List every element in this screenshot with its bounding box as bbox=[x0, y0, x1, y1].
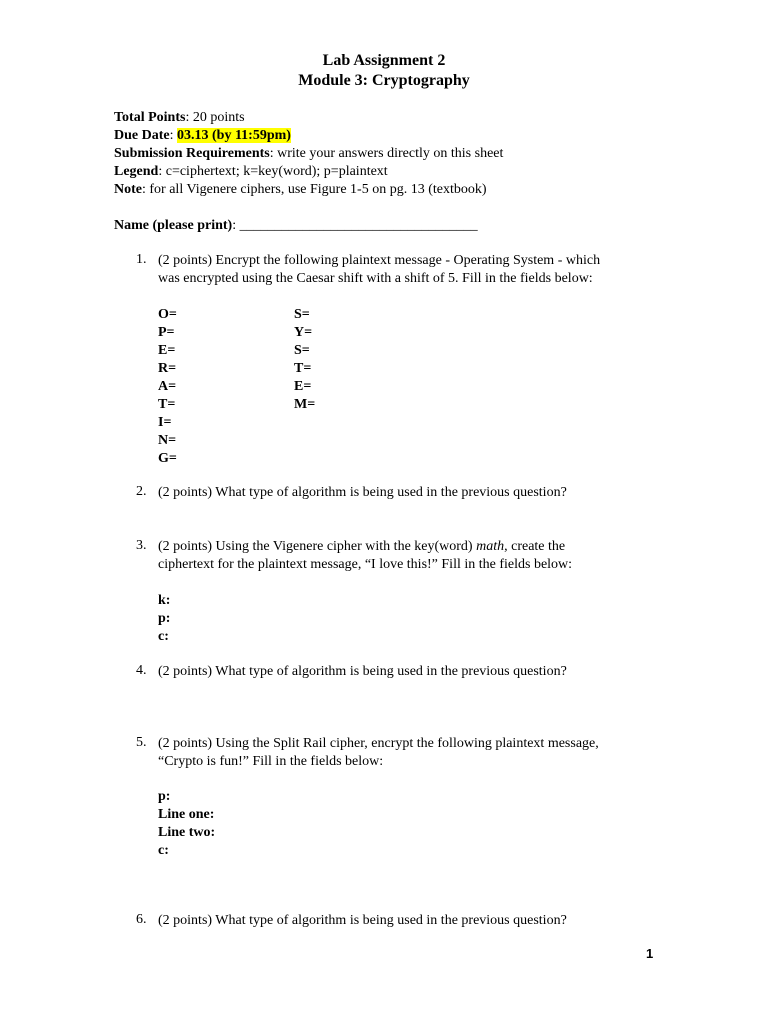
question-line: “Crypto is fun!” Fill in the fields below: bbox=[158, 754, 384, 769]
page-number: 1 bbox=[646, 946, 654, 961]
note-label: Note bbox=[114, 182, 142, 197]
answer-field[interactable]: R= bbox=[158, 361, 177, 376]
submission-line bbox=[114, 145, 674, 163]
answer-field[interactable]: P= bbox=[158, 325, 175, 340]
answer-field[interactable]: G= bbox=[158, 451, 177, 466]
answer-field[interactable]: T= bbox=[158, 397, 176, 412]
answer-field[interactable]: Line one: bbox=[158, 807, 215, 822]
answer-field[interactable]: p: bbox=[158, 611, 171, 626]
question-number: 3. bbox=[136, 538, 147, 553]
name-colon: : bbox=[232, 218, 240, 233]
question-number: 4. bbox=[136, 663, 147, 678]
legend-value: : c=ciphertext; k=key(word); p=plaintext bbox=[158, 164, 388, 179]
question-text bbox=[158, 538, 638, 574]
answer-field[interactable]: E= bbox=[158, 343, 176, 358]
note-value: : for all Vigenere ciphers, use Figure 1-5 on pg. 13 (textbook) bbox=[142, 182, 487, 197]
answer-field[interactable]: T= bbox=[294, 361, 312, 376]
document-subtitle: Module 3: Cryptography bbox=[298, 72, 470, 89]
question-number: 1. bbox=[136, 252, 147, 267]
answer-field[interactable]: k: bbox=[158, 593, 171, 608]
answer-field[interactable]: Y= bbox=[294, 325, 313, 340]
question-text bbox=[158, 912, 638, 930]
name-blank-line[interactable]: __________________________________ bbox=[239, 218, 478, 233]
question-number: 2. bbox=[136, 484, 147, 499]
name-label: Name (please print) bbox=[114, 218, 233, 233]
question-text bbox=[158, 735, 638, 771]
question-line: ciphertext for the plaintext message, “I love this!” Fill in the fields below: bbox=[158, 557, 573, 572]
question-line bbox=[158, 538, 638, 556]
total-points-label: Total Points bbox=[114, 110, 186, 125]
submission-label: Submission Requirements bbox=[114, 146, 270, 161]
question-text bbox=[158, 252, 638, 288]
name-field[interactable] bbox=[114, 217, 478, 235]
submission-value: : write your answers directly on this sheet bbox=[269, 146, 504, 161]
total-points-line bbox=[114, 109, 674, 127]
question-number: 5. bbox=[136, 735, 147, 750]
question-text bbox=[158, 484, 638, 502]
answer-field[interactable]: S= bbox=[294, 307, 310, 322]
question-line-end: , create the bbox=[504, 539, 566, 554]
question-line: was encrypted using the Caesar shift with a shift of 5. Fill in the fields below: bbox=[158, 271, 593, 286]
keyword-emphasis: math bbox=[476, 539, 505, 554]
question-text bbox=[158, 663, 638, 681]
question-number: 6. bbox=[136, 912, 147, 927]
answer-field[interactable]: c: bbox=[158, 629, 169, 644]
answer-field[interactable]: c: bbox=[158, 843, 169, 858]
question-line-start: (2 points) Using the Vigenere cipher with the key(word) bbox=[158, 539, 477, 554]
due-date-label: Due Date bbox=[114, 128, 170, 143]
answer-field[interactable]: S= bbox=[294, 343, 310, 358]
assignment-meta bbox=[114, 109, 674, 199]
due-date-colon: : bbox=[169, 128, 177, 143]
answer-field[interactable]: M= bbox=[294, 397, 316, 412]
answer-field[interactable]: E= bbox=[294, 379, 312, 394]
answer-field[interactable]: I= bbox=[158, 415, 172, 430]
note-line bbox=[114, 181, 674, 199]
question-line: (2 points) Encrypt the following plaintext message - Operating System - which bbox=[158, 253, 601, 268]
answer-field[interactable]: O= bbox=[158, 307, 177, 322]
answer-field[interactable]: p: bbox=[158, 789, 171, 804]
question-line: (2 points) What type of algorithm is being used in the previous question? bbox=[158, 913, 567, 928]
question-line: (2 points) Using the Split Rail cipher, encrypt the following plaintext message, bbox=[158, 736, 599, 751]
answer-field[interactable]: Line two: bbox=[158, 825, 216, 840]
due-date-value: 03.13 (by 11:59pm) bbox=[177, 128, 291, 143]
due-date-line bbox=[114, 127, 674, 145]
legend-line bbox=[114, 163, 674, 181]
document-title: Lab Assignment 2 bbox=[322, 52, 446, 69]
question-line: (2 points) What type of algorithm is being used in the previous question? bbox=[158, 664, 567, 679]
answer-field[interactable]: N= bbox=[158, 433, 177, 448]
answer-field[interactable]: A= bbox=[158, 379, 177, 394]
total-points-value: : 20 points bbox=[185, 110, 245, 125]
legend-label: Legend bbox=[114, 164, 159, 179]
question-line: (2 points) What type of algorithm is being used in the previous question? bbox=[158, 485, 567, 500]
